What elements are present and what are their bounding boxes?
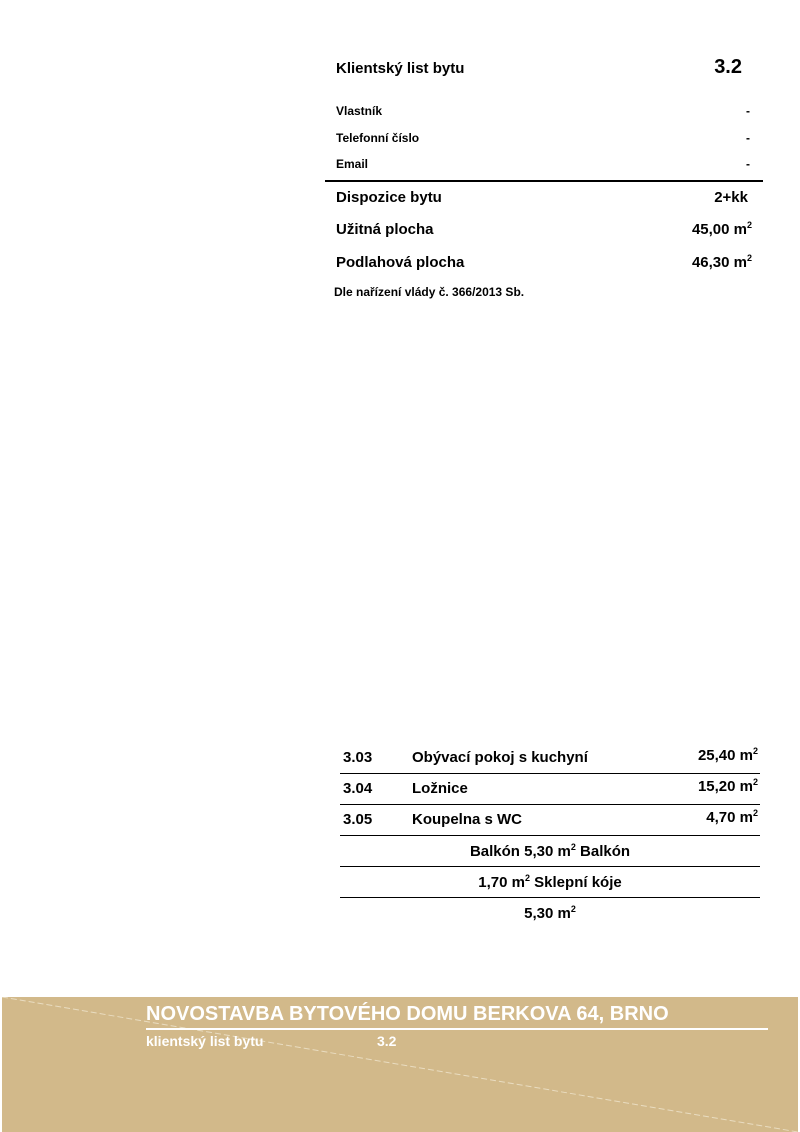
room-area: 15,20 $m^2$ — [697, 777, 758, 795]
unit-number: 3.2 — [714, 56, 742, 78]
email-row — [336, 157, 750, 171]
phone-label: Telefonní číslo — [336, 131, 420, 145]
layout-row — [336, 189, 752, 206]
footer-underline — [146, 1028, 768, 1030]
room-name: Koupelna s WC — [412, 811, 523, 828]
room-area: 25,40 $m^2$ — [697, 746, 758, 764]
floor-area-value: 46,30 $m^2$ — [691, 253, 752, 271]
regulation-note: Dle nařízení vlády č. 366/2013 Sb. — [334, 285, 525, 299]
footer-unit-number: 3.2 — [377, 1033, 397, 1049]
cellar-text: 1,70 $m^2$ Sklepní kóje — [478, 873, 622, 891]
room-name: Obývací pokoj s kuchyní — [412, 749, 588, 766]
balcony-text: Balkón 5,30 $m^2$ Balkón — [469, 842, 631, 860]
owner-row — [336, 104, 750, 118]
section-divider — [325, 180, 763, 182]
room-row — [340, 743, 760, 774]
extra-area-row — [340, 898, 760, 928]
room-code: 3.03 — [343, 749, 373, 766]
balcony-row — [340, 836, 760, 867]
owner-value: - — [746, 104, 750, 118]
layout-value: 2+kk — [714, 189, 748, 206]
extra-area-text: 5,30 $m^2$ — [524, 904, 576, 922]
room-row — [340, 774, 760, 805]
owner-label: Vlastník — [336, 104, 383, 118]
phone-row — [336, 131, 750, 145]
room-row — [340, 805, 760, 836]
footer-subtitle: klientský list bytu — [146, 1033, 264, 1049]
room-name: Ložnice — [412, 780, 468, 797]
floor-area-row — [336, 254, 752, 271]
room-code: 3.05 — [343, 811, 373, 828]
usable-area-label: Užitná plocha — [336, 221, 434, 238]
layout-label: Dispozice bytu — [336, 189, 442, 206]
email-label: Email — [336, 157, 369, 171]
room-area: 4,70 $m^2$ — [706, 808, 758, 826]
floor-area-label: Podlahová plocha — [336, 254, 465, 271]
phone-value: - — [746, 131, 750, 145]
project-name: NOVOSTAVBA BYTOVÉHO DOMU BERKOVA 64, BRNO — [146, 1003, 669, 1025]
usable-area-value: 45,00 $m^2$ — [691, 220, 752, 238]
email-value: - — [746, 157, 750, 171]
document-title: Klientský list bytu — [336, 60, 465, 77]
usable-area-row — [336, 221, 752, 238]
room-code: 3.04 — [343, 780, 373, 797]
cellar-row — [340, 867, 760, 898]
